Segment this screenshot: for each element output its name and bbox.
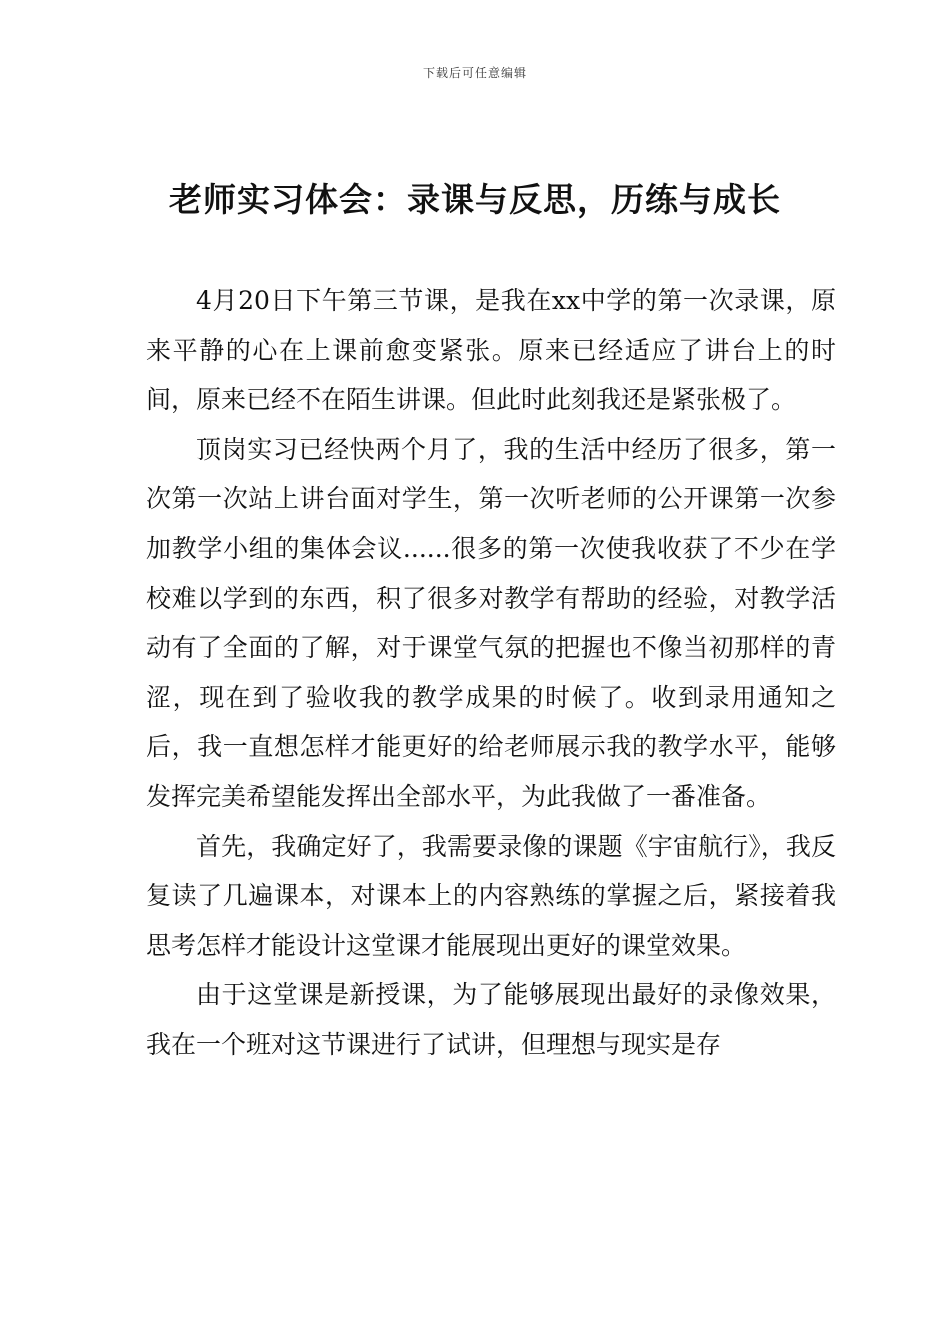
body-paragraph-3: 首先，我确定好了，我需要录像的课题《宇宙航行》，我反复读了几遍课本，对课本上的内容熟练的掌握之后，紧接着我思考怎样才能设计这堂课才能展现出更好的课堂效果。 xyxy=(146,831,836,960)
document-body xyxy=(146,276,836,1070)
document-title: 老师实习体会：录课与反思，历练与成长 xyxy=(169,180,781,219)
body-paragraph-1: 4月20日下午第三节课，是我在xx中学的第一次录课，原来平静的心在上课前愈变紧张。原来已经适应了讲台上的时间，原来已经不在陌生讲课。但此时此刻我还是紧张极了。 xyxy=(146,286,836,415)
body-paragraph-4: 由于这堂课是新授课，为了能够展现出最好的录像效果，我在一个班对这节课进行了试讲，但理想与现实是存 xyxy=(146,980,836,1059)
body-paragraph-2: 顶岗实习已经快两个月了，我的生活中经历了很多，第一次第一次站上讲台面对学生，第一次听老师的公开课第一次参加教学小组的集体会议......很多的第一次使我收获了不少在学校难以学到的东西，积了很多对教学有帮助的经验，对教学活动有了全面的了解，对于课堂气氛的把握也不像当初那样的青涩，现在到了验收我的教学成果的时候了。收到录用通知之后，我一直想怎样才能更好的给老师展示我的教学水平，能够发挥完美希望能发挥出全部水平，为此我做了一番准备。 xyxy=(146,434,836,811)
page-header-note: 下载后可任意编辑 xyxy=(422,66,527,80)
